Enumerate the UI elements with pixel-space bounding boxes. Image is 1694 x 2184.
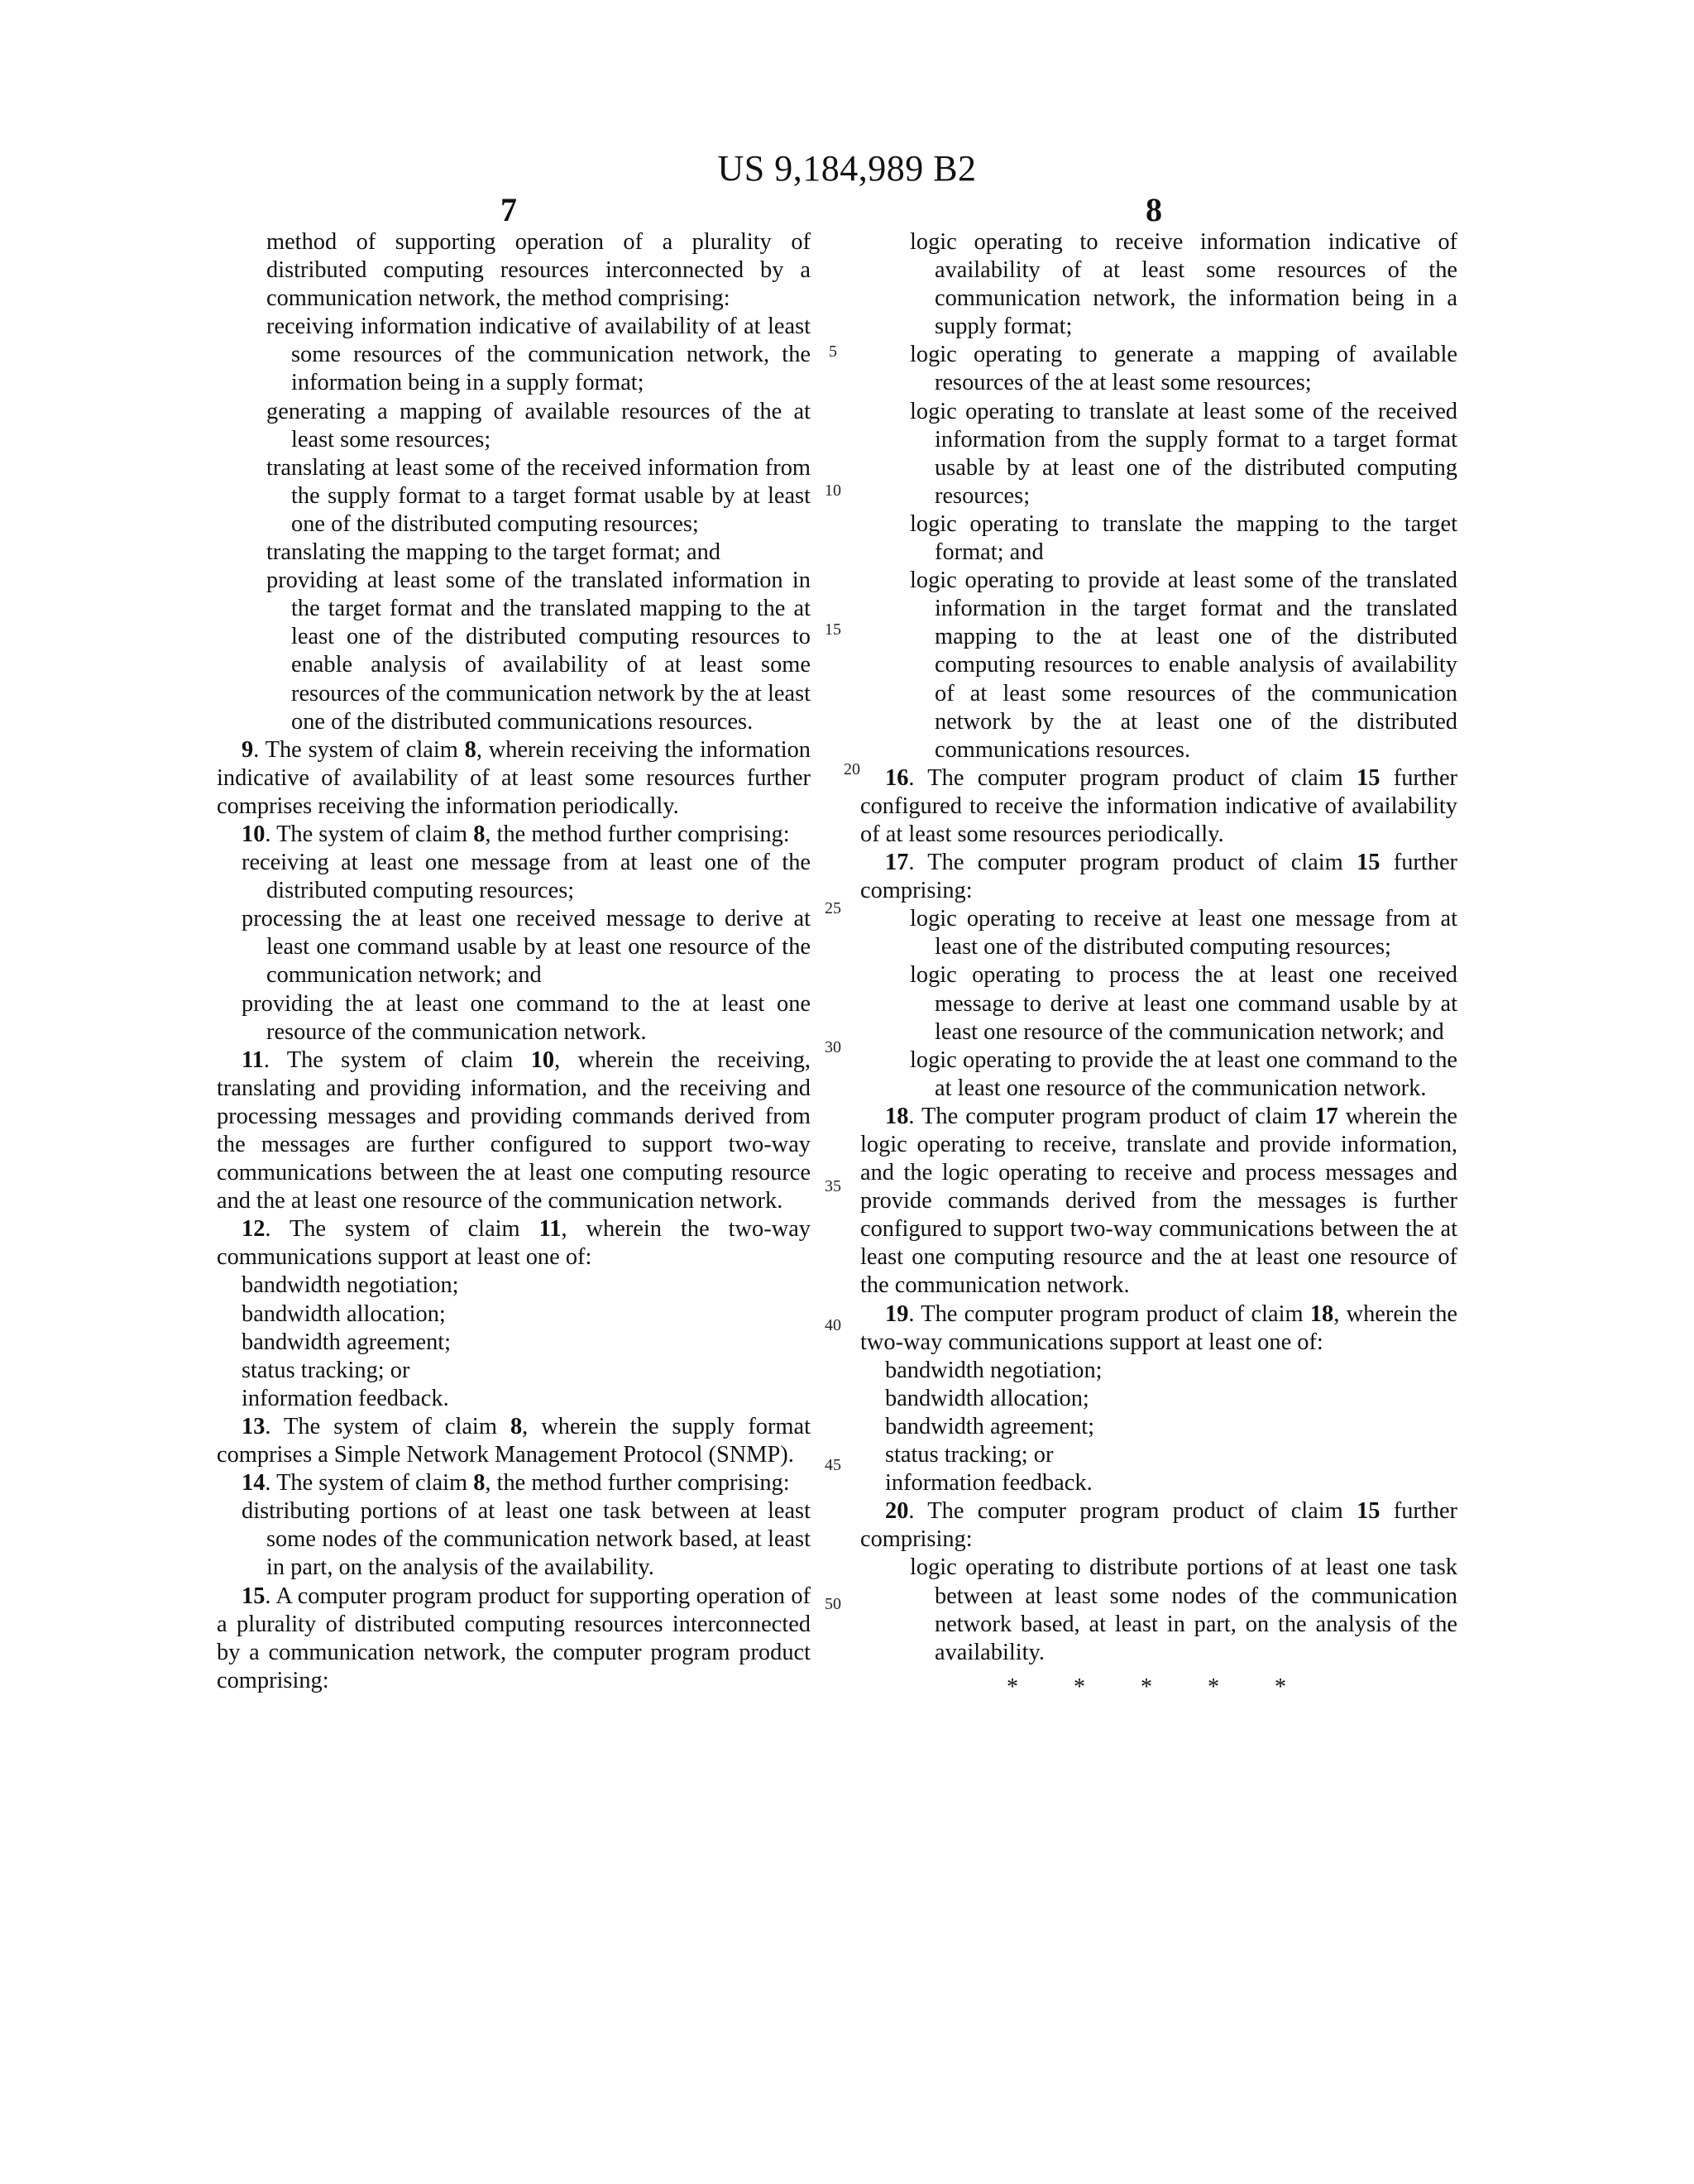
left-column xyxy=(217,228,811,1695)
claim-number: 19 xyxy=(885,1300,909,1327)
list-item: bandwidth agreement; xyxy=(885,1413,1095,1439)
claim-14 xyxy=(217,1469,811,1497)
claim-number: 12 xyxy=(242,1216,266,1243)
claim-number: 20 xyxy=(885,1498,909,1525)
patent-number: US 9,184,989 B2 xyxy=(717,148,977,189)
claim-13 xyxy=(217,1413,811,1469)
claim-number: 10 xyxy=(242,821,266,847)
list-item: status tracking; or xyxy=(885,1442,1054,1468)
list-item: information feedback. xyxy=(242,1385,449,1411)
right-column-number: 8 xyxy=(1146,191,1162,228)
claim-element: logic operating to process the at least one received message to derive at least one command usable by at least one resource of the communication network; and xyxy=(910,962,1457,1045)
claim-element: logic operating to generate a mapping of available resources of the at least some resources; xyxy=(910,342,1457,396)
claim-reference: 17 xyxy=(1314,1103,1338,1129)
claim-element: receiving at least one message from at least one of the distributed computing resources; xyxy=(242,850,811,904)
list-item: bandwidth negotiation; xyxy=(885,1357,1103,1383)
claim-element: logic operating to translate at least some of the received information from the supply format to a target format usable by at least one of the distributed computing resources; xyxy=(910,398,1457,509)
claim-reference: 18 xyxy=(1309,1300,1334,1327)
claim-reference: 15 xyxy=(1357,850,1381,876)
claim-11 xyxy=(217,1046,811,1216)
left-column-number: 7 xyxy=(500,191,517,228)
claim-text: , the method further comprising: xyxy=(485,1470,790,1497)
claim-17 xyxy=(860,849,1457,905)
claim-text: , wherein the supply format comprises a Simple Network Management Protocol (SNMP). xyxy=(217,1413,811,1468)
claim-19 xyxy=(860,1300,1457,1357)
end-marks: * * * * * xyxy=(1007,1674,1311,1700)
claim-text: , wherein receiving the information indicative of availability of at least some resources further comprises receiving the information periodically. xyxy=(217,736,811,819)
claim-text: . The system of claim xyxy=(265,1413,510,1439)
claim-text: method of supporting operation of a plurality of distributed computing resources interconnected by a communication network, the method comprising: xyxy=(266,229,811,312)
claim-element: distributing portions of at least one task between at least some nodes of the communication network based, at least in part, on the analysis of the availability. xyxy=(242,1498,811,1581)
claim-number: 9 xyxy=(242,736,254,763)
claim-16 xyxy=(860,764,1457,849)
claim-reference: 15 xyxy=(1357,1498,1381,1525)
line-number: 35 xyxy=(825,1177,841,1195)
claim-text: further comprising: xyxy=(860,1498,1457,1553)
claim-element: processing the at least one received message to derive at least one command usable by at least one resource of the communication network; and xyxy=(242,906,811,989)
claim-text: , wherein the two-way communications support at least one of: xyxy=(860,1300,1457,1355)
right-column xyxy=(860,228,1457,1702)
claim-18 xyxy=(860,1103,1457,1300)
claim-text: . The computer program product of claim xyxy=(908,850,1357,876)
claim-element: logic operating to provide at least some of the translated information in the target format and the translated mapping to the at least one of the distributed computing resources to enable analysis of availability of at least some resources of the communication network by the at least one of the distributed communications resources. xyxy=(910,568,1457,763)
claim-element: logic operating to receive at least one message from at least one of the distributed computing resources; xyxy=(910,906,1457,960)
claim-reference: 11 xyxy=(538,1216,562,1243)
claim-number: 14 xyxy=(242,1470,266,1497)
line-number: 15 xyxy=(825,620,841,639)
claim-text: . The computer program product of claim xyxy=(908,1300,1310,1327)
claim-element: providing at least some of the translated information in the target format and the translated mapping to the at least one of the distributed computing resources to enable analysis of availability of at least some resources of the communication network by the at least one of the distributed communications resources. xyxy=(266,568,811,735)
claim-number: 13 xyxy=(242,1413,266,1439)
claim-reference: 8 xyxy=(464,736,476,763)
list-item: bandwidth allocation; xyxy=(885,1385,1089,1411)
claim-element: logic operating to provide the at least one command to the at least one resource of the communication network. xyxy=(910,1046,1457,1101)
claim-12 xyxy=(217,1215,811,1272)
claim-reference: 15 xyxy=(1357,764,1381,791)
claim-20 xyxy=(860,1497,1457,1554)
claim-element: logic operating to translate the mapping to the target format; and xyxy=(910,510,1457,566)
claim-reference: 10 xyxy=(530,1046,555,1073)
claim-text: further comprising: xyxy=(860,850,1457,904)
claim-15 xyxy=(217,1583,811,1695)
claim-text: . A computer program product for supporting operation of a plurality of distributed computing resources interconnected by a communication network, the computer program product comprising: xyxy=(217,1583,811,1693)
claim-element: receiving information indicative of availability of at least some resources of the communication network, the information being in a supply format; xyxy=(266,314,811,396)
line-number: 25 xyxy=(825,899,841,917)
line-number: 40 xyxy=(825,1316,841,1334)
claim-element: translating at least some of the received information from the supply format to a target format usable by at least one of the distributed computing resources; xyxy=(266,454,811,537)
claim-element: logic operating to receive information indicative of availability of at least some resources of the communication network, the information being in a supply format; xyxy=(910,229,1457,340)
claim-number: 17 xyxy=(885,850,909,876)
claim-reference: 8 xyxy=(510,1413,523,1439)
list-item: bandwidth negotiation; xyxy=(242,1272,459,1299)
claim-text: , wherein the receiving, translating and providing information, and the receiving and processing messages and providing commands derived from the messages are further configured to support two-way communications between the at least one computing resource and the at least one resource of the communication network. xyxy=(217,1046,811,1214)
list-item: bandwidth agreement; xyxy=(242,1329,452,1355)
claim-text: . The computer program product of claim xyxy=(908,1103,1315,1129)
claim-text: wherein the logic operating to receive, translate and provide information, and the logic operating to receive and process messages and provide commands derived from the messages is further configured to support two-way communications between the at least one computing resource and the at least one resource of the communication network. xyxy=(860,1103,1457,1299)
line-number: 5 xyxy=(829,342,837,361)
claim-text: . The system of claim xyxy=(253,736,465,763)
line-number: 30 xyxy=(825,1038,841,1056)
list-item: bandwidth allocation; xyxy=(242,1300,446,1327)
claim-text: , the method further comprising: xyxy=(485,821,790,847)
claim-9 xyxy=(217,736,811,821)
claim-reference: 8 xyxy=(473,1470,486,1497)
claim-text: . The computer program product of claim xyxy=(908,1498,1357,1525)
line-number: 45 xyxy=(825,1456,841,1474)
claim-element: providing the at least one command to the at least one resource of the communication network. xyxy=(242,990,811,1045)
claim-element: logic operating to distribute portions of at least one task between at least some nodes of the communication network based, at least in part, on the analysis of the availability. xyxy=(910,1554,1457,1665)
claim-number: 11 xyxy=(242,1046,264,1073)
claim-number: 15 xyxy=(242,1583,266,1609)
claim-text: . The system of claim xyxy=(263,1046,531,1073)
claim-text: further configured to receive the information indicative of availability of at least some resources periodically. xyxy=(860,764,1457,847)
list-item: information feedback. xyxy=(885,1470,1093,1497)
claim-text: . The computer program product of claim xyxy=(908,764,1357,791)
claim-text: . The system of claim xyxy=(265,1470,474,1497)
claim-number: 16 xyxy=(885,764,909,791)
line-number: 10 xyxy=(825,481,841,500)
claim-text: . The system of claim xyxy=(265,821,474,847)
claim-text: , wherein the two-way communications support at least one of: xyxy=(217,1216,811,1271)
line-number: 50 xyxy=(825,1595,841,1613)
list-item: status tracking; or xyxy=(242,1357,410,1383)
line-number: 20 xyxy=(844,760,860,778)
claim-10 xyxy=(217,821,811,849)
claim-text: . The system of claim xyxy=(265,1216,539,1243)
claim-number: 18 xyxy=(885,1103,909,1129)
claim-reference: 8 xyxy=(473,821,486,847)
claim-element: generating a mapping of available resources of the at least some resources; xyxy=(266,398,811,453)
claim-element: translating the mapping to the target format; and xyxy=(266,539,721,566)
